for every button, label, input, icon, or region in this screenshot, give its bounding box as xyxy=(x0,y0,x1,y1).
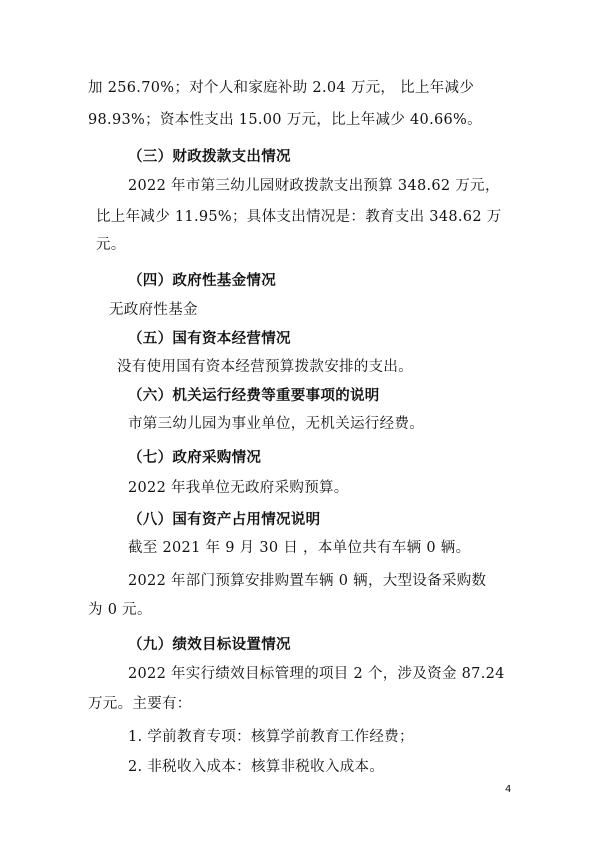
body-line-16: 截至 2021 年 9 月 30 日 ，本单位共有车辆 0 辆。 xyxy=(128,540,471,556)
body-line-10: 没有使用国有资本经营预算拨款安排的支出。 xyxy=(117,359,413,375)
body-line-4: 2022 年市第三幼儿园财政拨款支出预算 348.62 万元， xyxy=(128,178,500,194)
body-line-14: 2022 年我单位无政府采购预算。 xyxy=(128,480,349,496)
body-line-18: 为 0 元。 xyxy=(88,602,152,618)
section-heading-5: （五）国有资本经营情况 xyxy=(128,331,291,347)
body-line-8: 无政府性基金 xyxy=(109,302,198,318)
body-line-1: 加 256.70%；对个人和家庭补助 2.04 万元， 比上年减少 xyxy=(88,80,475,96)
list-item-2: 2. 非税收入成本：核算非税收入成本。 xyxy=(128,759,385,775)
list-item-1: 1. 学前教育专项：核算学前教育工作经费； xyxy=(128,729,414,745)
body-line-17: 2022 年部门预算安排购置车辆 0 辆，大型设备采购数 xyxy=(128,573,487,589)
section-heading-4: （四）政府性基金情况 xyxy=(128,273,276,289)
body-line-12: 市第三幼儿园为事业单位，无机关运行经费。 xyxy=(128,416,424,432)
body-line-5: 比上年减少 11.95%；具体支出情况是：教育支出 348.62 万 xyxy=(96,209,502,225)
section-heading-7: （七）政府采购情况 xyxy=(128,450,262,466)
section-heading-6: （六）机关运行经费等重要事项的说明 xyxy=(128,388,380,404)
section-heading-3: （三）财政拨款支出情况 xyxy=(128,149,291,165)
body-line-21: 万元。主要有： xyxy=(88,696,192,712)
body-line-20: 2022 年实行绩效目标管理的项目 2 个，涉及资金 87.24 xyxy=(128,666,505,682)
section-heading-9: （九）绩效目标设置情况 xyxy=(128,637,291,653)
body-line-6: 元。 xyxy=(96,237,126,253)
body-line-2: 98.93%；资本性支出 15.00 万元，比上年减少 40.66%。 xyxy=(88,112,482,128)
section-heading-8: （八）国有资产占用情况说明 xyxy=(128,512,321,528)
page-number: 4 xyxy=(505,784,512,795)
